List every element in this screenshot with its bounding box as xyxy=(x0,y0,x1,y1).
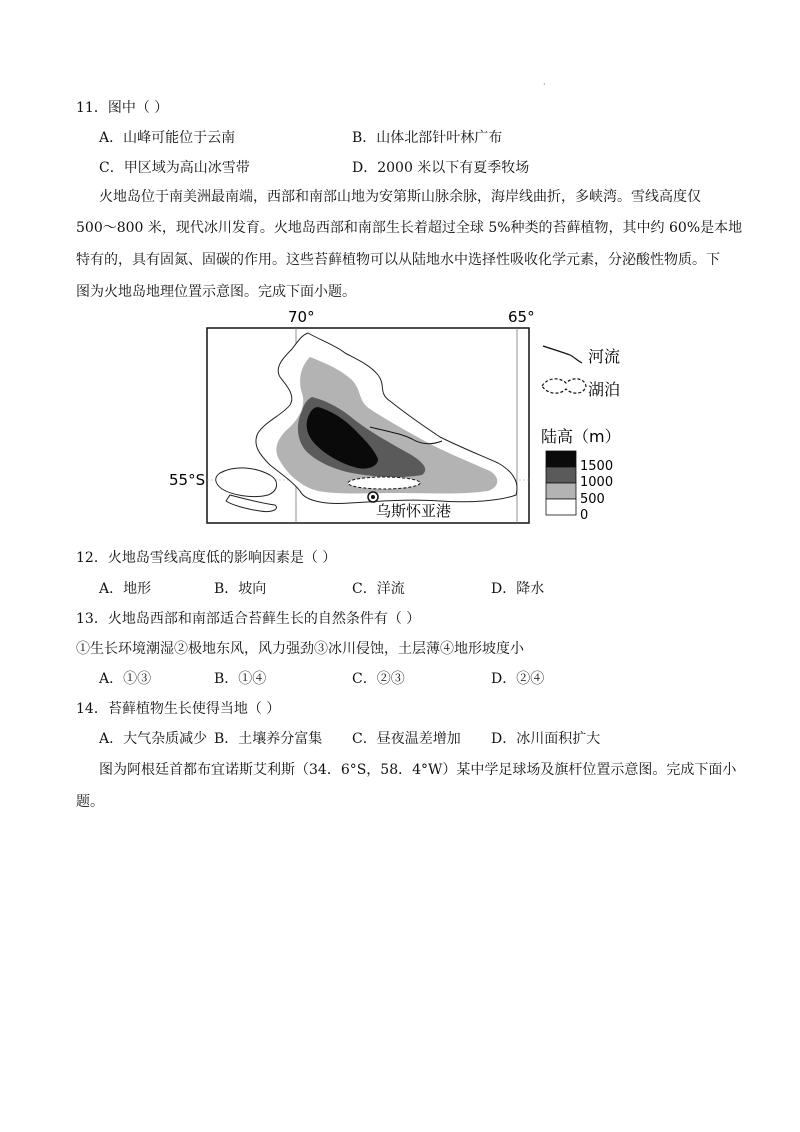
q13-option-c: C．②③ xyxy=(352,671,405,687)
tierra-del-fuego-map xyxy=(160,305,640,530)
q13-conditions: ①生长环境潮湿②极地东风，风力强劲③冰川侵蚀，土层薄④地形坡度小 xyxy=(76,641,524,657)
q11-option-c: C．甲区域为高山冰雪带 xyxy=(99,160,250,176)
q12-option-b: B．坡向 xyxy=(214,581,267,597)
q13-stem: 13．火地岛西部和南部适合苔藓生长的自然条件有（ ） xyxy=(76,611,421,627)
passage2-line-1: 图为阿根廷首都布宜诺斯艾利斯（34．6°S，58．4°W）某中学足球场及旗杆位置示意图。完成下面小 xyxy=(99,762,737,778)
port-marker-dot xyxy=(371,495,375,499)
q13-option-b: B．①④ xyxy=(214,671,267,687)
legend-tick-500: 500 xyxy=(580,492,605,507)
q11-option-b: B．山体北部针叶林广布 xyxy=(352,130,503,146)
q14-option-c: C．昼夜温差增加 xyxy=(352,731,461,747)
legend-lake-label: 湖泊 xyxy=(588,380,621,399)
legend-swatch-1000 xyxy=(546,467,576,483)
q11-option-d: D．2000 米以下有夏季牧场 xyxy=(352,160,530,176)
port-label: 乌斯怀亚港 xyxy=(376,502,452,520)
q14-option-d: D．冰川面积扩大 xyxy=(491,731,601,747)
legend-tick-1500: 1500 xyxy=(580,459,614,474)
legend-tick-1000: 1000 xyxy=(580,475,614,490)
legend-swatch-500 xyxy=(546,483,576,499)
lake-fagnano xyxy=(348,477,420,489)
lon-70-label: 70° xyxy=(288,308,315,326)
map-svg xyxy=(160,305,640,530)
q13-option-d: D．②④ xyxy=(491,671,545,687)
legend-swatch-1500 xyxy=(546,451,576,467)
q12-option-d: D．降水 xyxy=(491,581,545,597)
legend-tick-0: 0 xyxy=(580,508,589,523)
passage1-line-1: 火地岛位于南美洲最南端，西部和南部山地为安第斯山脉余脉，海岸线曲折，多峡湾。雪线高度仅 xyxy=(99,189,701,205)
passage2-line-2: 题。 xyxy=(76,794,104,810)
legend-elev-title: 陆高（m） xyxy=(541,427,621,446)
passage1-line-2: 500～800 米，现代冰川发育。火地岛西部和南部生长着超过全球 5%种类的苔藓植物，其中约 60%是本地 xyxy=(76,220,743,236)
q11-option-a: A．山峰可能位于云南 xyxy=(99,130,236,146)
q12-option-c: C．洋流 xyxy=(352,581,405,597)
passage1-line-3: 特有的，具有固氮、固碳的作用。这些苔藓植物可以从陆地水中选择性吸收化学元素，分泌酸性物质。下 xyxy=(76,252,720,268)
page-mark: · xyxy=(543,80,546,89)
legend-river-symbol xyxy=(543,346,582,363)
legend-swatch-0 xyxy=(546,499,576,515)
q12-option-a: A．地形 xyxy=(99,581,152,597)
lon-65-label: 65° xyxy=(508,308,535,326)
q12-stem: 12．火地岛雪线高度低的影响因素是（ ） xyxy=(76,550,337,566)
legend-lake-symbol xyxy=(542,379,586,393)
q14-option-b: B．土壤养分富集 xyxy=(214,731,323,747)
q13-option-a: A．①③ xyxy=(99,671,152,687)
passage1-line-4: 图为火地岛地理位置示意图。完成下面小题。 xyxy=(76,284,356,300)
q14-option-a: A．大气杂质减少 xyxy=(99,731,208,747)
legend-river-label: 河流 xyxy=(588,347,621,366)
lat-55s-label: 55°S xyxy=(169,471,206,489)
q11-stem: 11．图中（ ） xyxy=(76,100,169,116)
q14-stem: 14．苔藓植物生长使得当地（ ） xyxy=(76,701,281,717)
